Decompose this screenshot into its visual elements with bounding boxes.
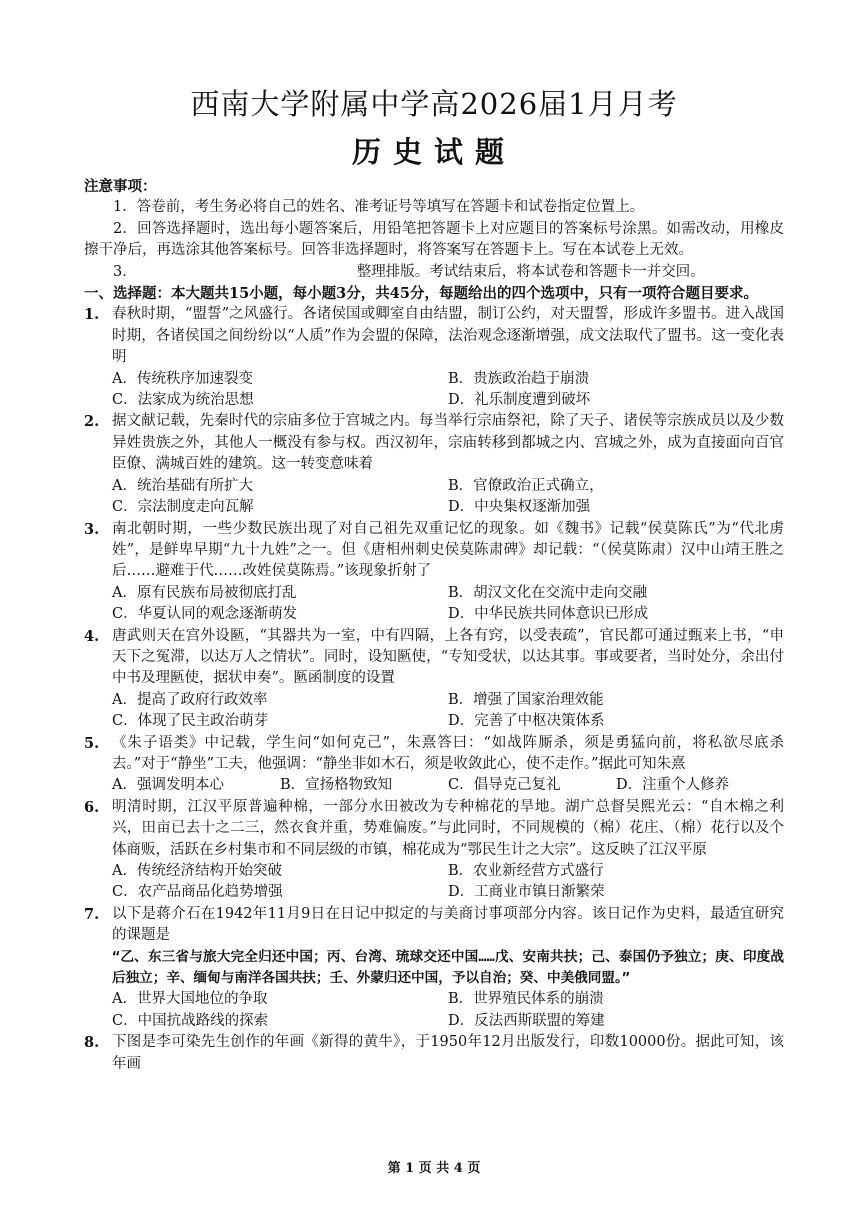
option-d[interactable]: D．中华民族共同体意识已形成 <box>448 606 649 623</box>
question-stem: 春秋时期，“盟誓”之风盛行。各诸侯国或卿室自由结盟，制订公约，对天盟誓，形成许多盟书。进入战国时期，各诸侯国之间纷纷以“人质”作为会盟的保障，法治观念逐渐增强，成文法取代了盟书。这一变化表明 <box>112 306 784 366</box>
option-a[interactable]: A．世界大国地位的争取 <box>112 991 268 1008</box>
notice-item: 2．回答选择题时，选出每小题答案后，用铅笔把答题卡上对应题目的答案标号涂黑。如需改动，用橡皮擦干净后，再选涂其他答案标号。回答非选择题时，将答案写在答题卡上。写在本试卷上无效。 <box>84 220 784 259</box>
option-b[interactable]: B．胡汉文化在交流中走向交融 <box>448 584 648 601</box>
question-stem: 唐武则天在宫外设匦，“其器共为一室，中有四隔，上各有窍，以受表疏”，官民都可通过甄来上书，“申天下之冤滞，以达万人之情状”。同时，设知匦使，“专知受状，以达其事。事或要者，当时处分，余出付中书及理匦使，据状申奏”。匦函制度的设置 <box>112 627 784 687</box>
option-d[interactable]: D．礼乐制度遭到破坏 <box>448 392 591 409</box>
question-6 <box>84 797 784 904</box>
section-heading: 一、选择题：本大题共15小题，每小题3分，共45分，每题给出的四个选项中，只有一项符合题目要求。 <box>84 285 758 303</box>
option-c[interactable]: C．法家成为统治思想 <box>112 392 254 409</box>
option-list <box>112 369 784 412</box>
option-d[interactable]: D．工商业市镇日渐繁荣 <box>448 884 605 901</box>
notice-item-text: 整理排版。考试结束后，将本试卷和答题卡一并交回。 <box>356 263 705 280</box>
question-number: 4. <box>84 627 100 645</box>
question-number: 6. <box>84 798 100 816</box>
option-list <box>112 690 784 733</box>
question-number: 5. <box>84 734 100 752</box>
diary-quote: “乙、东三省与旅大完全归还中国；丙、台湾、琉球交还中国……戊、安南共扶；己、泰国仍予独立；庚、印度战后独立；辛、缅甸与南洋各国共扶；壬、外蒙归还中国，予以自治；癸、中美俄同盟。” <box>112 948 784 987</box>
question-stem: 《朱子语类》中记载，学生问“如何克己”，朱熹答曰：“如战阵厮杀，须是勇猛向前，将私欲尽底杀去。”对于“静坐”工夫，他强调：“静坐非如木石，须是收敛此心，使不走作。”据此可知朱熹 <box>112 734 784 772</box>
option-c[interactable]: C．华夏认同的观念逐渐萌发 <box>112 606 298 623</box>
option-b[interactable]: B．农业新经营方式盛行 <box>448 863 604 879</box>
option-b[interactable]: B．宣扬格物致知 <box>280 777 393 794</box>
option-list <box>112 775 784 796</box>
option-list <box>112 476 784 519</box>
notice-item: 1．答卷前，考生务必将自己的姓名、准考证号等填写在答题卡和试卷指定位置上。 <box>113 199 645 216</box>
option-a[interactable]: A．统治基础有所扩大 <box>112 477 253 494</box>
page-footer: 第 1 页 共 4 页 <box>387 1161 481 1176</box>
option-a[interactable]: A．原有民族布局被彻底打乱 <box>112 584 297 601</box>
option-a[interactable]: A．传统秩序加速裂变 <box>112 370 253 387</box>
notice-item-number: 3． <box>113 263 137 280</box>
option-a[interactable]: A．传统经济结构开始突破 <box>112 863 282 879</box>
option-list <box>112 583 784 626</box>
option-list <box>112 989 784 1032</box>
question-number: 3. <box>84 520 100 538</box>
option-b[interactable]: B．世界殖民体系的崩溃 <box>448 991 604 1008</box>
option-c[interactable]: C．宗法制度走向瓦解 <box>112 499 254 516</box>
question-stem: 下图是李可染先生创作的年画《新得的黄牛》，于1950年12月出版发行，印数10000份。据此可知，该年画 <box>112 1034 784 1072</box>
question-1 <box>84 304 784 411</box>
notice-item <box>84 262 784 283</box>
option-c[interactable]: C．倡导克己复礼 <box>448 777 561 794</box>
question-number: 1. <box>84 306 100 324</box>
question-8 <box>84 1032 784 1075</box>
question-stem: 以下是蒋介石在1942年11月9日在日记中拟定的与美商讨事项部分内容。该日记作为史料，最适宜研究的课题是 <box>112 905 784 944</box>
option-b[interactable]: B．增强了国家治理效能 <box>448 691 604 708</box>
option-c[interactable]: C．体现了民主政治萌芽 <box>112 713 269 730</box>
question-number: 8. <box>84 1034 100 1052</box>
exam-content <box>84 176 784 1075</box>
question-4 <box>84 626 784 733</box>
option-a[interactable]: A．提高了政府行政效率 <box>112 691 268 708</box>
option-a[interactable]: A．强调发明本心 <box>112 777 224 794</box>
question-7 <box>84 904 784 1032</box>
question-number: 7. <box>84 905 100 923</box>
notice-heading: 注意事项： <box>84 178 157 195</box>
option-d[interactable]: D．完善了中枢决策体系 <box>448 713 605 730</box>
question-5 <box>84 733 784 797</box>
option-b[interactable]: B．贵族政治趋于崩溃 <box>448 370 590 387</box>
option-c[interactable]: C．农产品商品化趋势增强 <box>112 884 283 901</box>
exam-title: 西南大学附属中学高2026届1月月考 <box>190 87 678 121</box>
option-b[interactable]: B．官僚政治正式确立， <box>448 477 604 494</box>
exam-subtitle: 历史试题 <box>351 135 516 169</box>
option-d[interactable]: D．反法西斯联盟的筹建 <box>448 1012 605 1029</box>
question-stem: 南北朝时期，一些少数民族出现了对自己祖先双重记忆的现象。如《魏书》记载“侯莫陈氏”为“代北虏姓”，是鲜卑早期“九十九姓”之一。但《唐相州刺史侯莫陈肃碑》却记载：“（侯莫陈肃）汉中山靖王胜之后……避难于代……改姓侯莫陈焉。”该现象折射了 <box>112 520 784 580</box>
option-list <box>112 861 784 904</box>
option-d[interactable]: D．注重个人修养 <box>616 777 730 794</box>
question-stem: 明清时期，江汉平原普遍种棉，一部分水田被改为专种棉花的旱地。湖广总督吴熙光云：“自木棉之利兴，田亩已去十之二三，然衣食并重，势难偏废。”与此同时，不同规模的（棉）花庄、（棉）花行以及个体商贩，活跃在乡村集市和不同层级的市镇，棉花成为“鄂民生计之大宗”。这反映了江汉平原 <box>112 798 784 858</box>
question-2 <box>84 411 784 518</box>
option-c[interactable]: C．中国抗战路线的探索 <box>112 1012 269 1029</box>
option-d[interactable]: D．中央集权逐渐加强 <box>448 499 591 516</box>
question-3 <box>84 519 784 626</box>
question-stem: 据文献记载，先秦时代的宗庙多位于宫城之内。每当举行宗庙祭祀，除了天子、诸侯等宗族成员以及少数异姓贵族之外，其他人一概没有参与权。西汉初年，宗庙转移到都城之内、宫城之外，成为直接面向百官臣僚、满城百姓的建筑。这一转变意味着 <box>112 413 784 473</box>
question-number: 2. <box>84 413 100 431</box>
